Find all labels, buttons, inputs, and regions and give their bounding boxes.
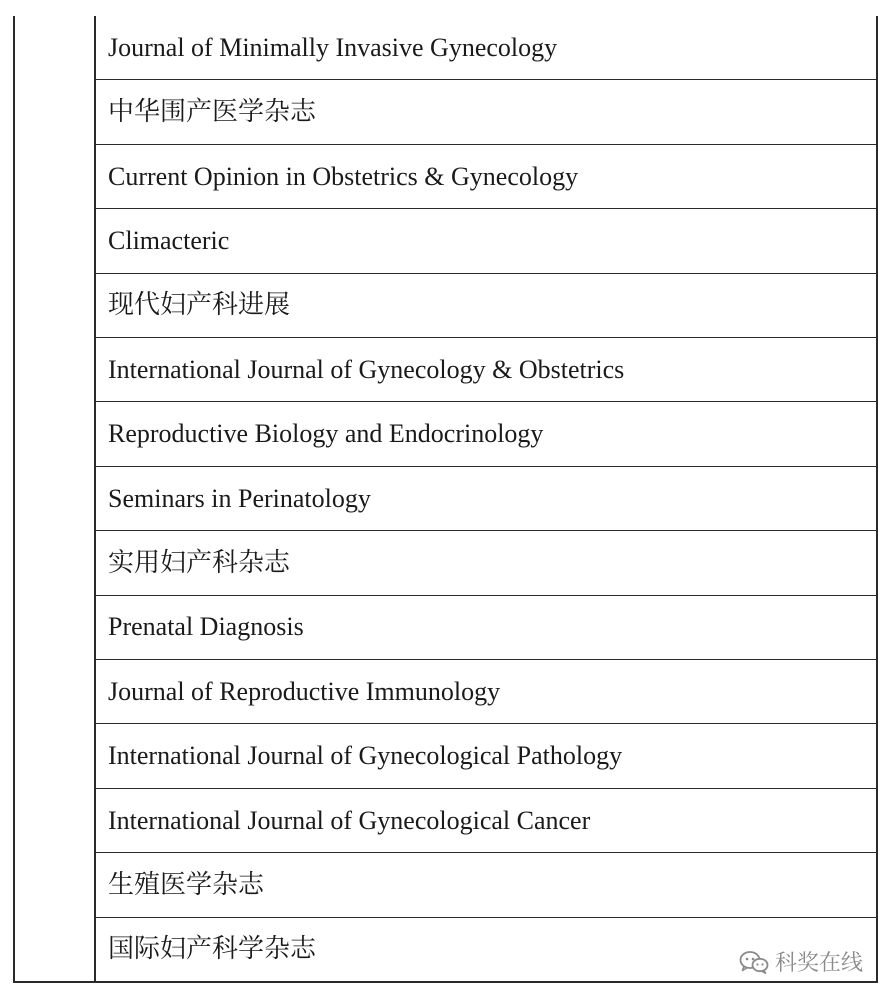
table-row: Seminars in Perinatology (96, 466, 876, 530)
table-row: 国际妇产科学杂志 (96, 917, 876, 981)
table-row: 实用妇产科杂志 (96, 530, 876, 594)
table-rows (96, 16, 876, 981)
journal-table (13, 16, 878, 983)
watermark-text: 科奖在线 (774, 951, 863, 976)
table-row: 中华围产医学杂志 (96, 79, 876, 143)
table-row: Current Opinion in Obstetrics & Gynecology (96, 144, 876, 208)
table-row: 现代妇产科进展 (96, 273, 876, 337)
table-row: Journal of Minimally Invasive Gynecology (108, 32, 558, 62)
table-row: International Journal of Gynecological Pathology (96, 723, 876, 787)
table-row: Climacteric (96, 208, 876, 272)
wechat-icon (739, 950, 769, 974)
table-row: 生殖医学杂志 (96, 852, 876, 916)
table-row: International Journal of Gynecological Cancer (96, 788, 876, 852)
table-left-column (15, 16, 96, 981)
table-row: Journal of Reproductive Immunology (96, 659, 876, 723)
table-row: Prenatal Diagnosis (96, 595, 876, 659)
watermark (739, 946, 863, 977)
table-row: International Journal of Gynecology & Obstetrics (96, 337, 876, 401)
table-row: Reproductive Biology and Endocrinology (96, 401, 876, 465)
